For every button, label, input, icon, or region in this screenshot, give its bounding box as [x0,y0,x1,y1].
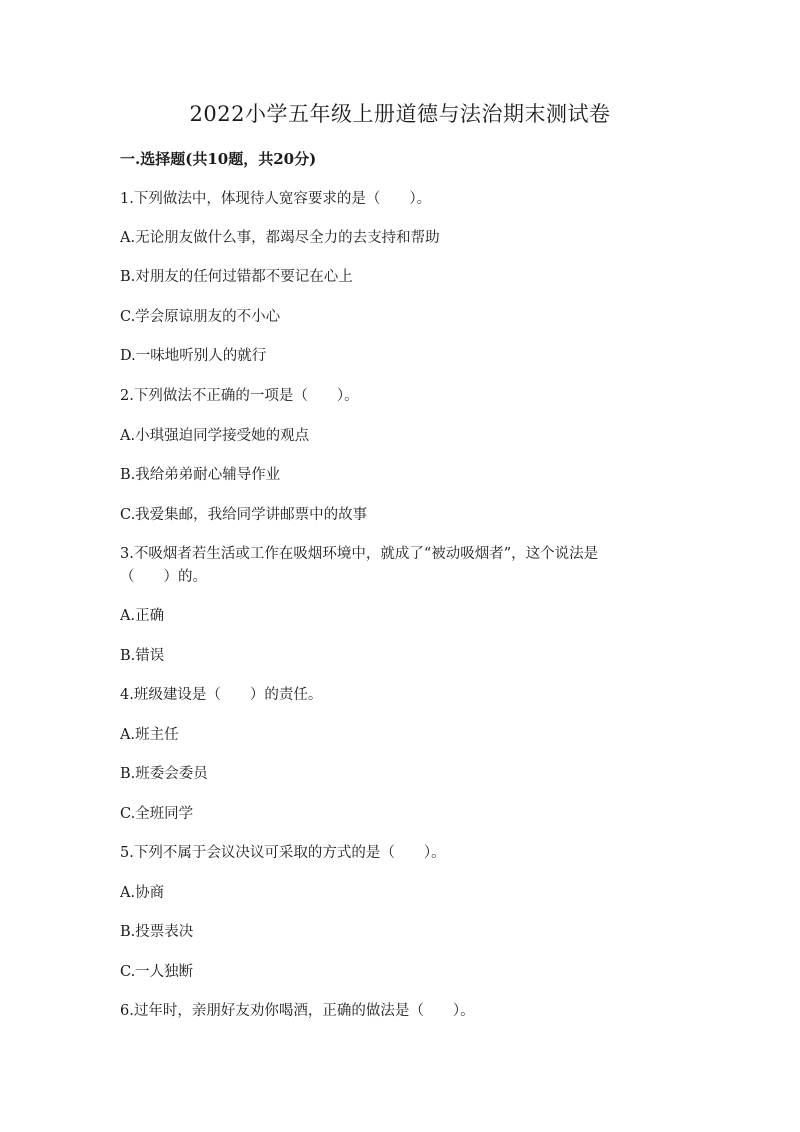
question-4-stem: 4.班级建设是（ ）的责任。 [120,687,323,703]
question-3-stem-line-1: 3.不吸烟者若生活或工作在吸烟环境中，就成了“被动吸烟者”，这个说法是 [120,546,599,562]
page-title: 2022小学五年级上册道德与法治期末测试卷 [189,102,611,126]
question-6-stem: 6.过年时，亲朋好友劝你喝酒，正确的做法是（ ）。 [120,1003,475,1019]
question-2-stem: 2.下列做法不正确的一项是（ ）。 [120,388,359,404]
question-4-option-b: B.班委会委员 [120,766,208,782]
question-1-option-d: D.一味地听别人的就行 [120,348,267,364]
question-5-option-a: A.协商 [120,885,165,901]
question-5-stem: 5.下列不属于会议决议可采取的方式的是（ ）。 [120,845,446,861]
question-1-option-b: B.对朋友的任何过错都不要记在心上 [120,269,353,285]
question-3-option-b: B.错误 [120,648,165,664]
question-4-option-a: A.班主任 [120,727,179,743]
question-4-option-c: C.全班同学 [120,806,194,822]
question-5-option-c: C.一人独断 [120,964,194,980]
question-1-option-a: A.无论朋友做什么事，都竭尽全力的去支持和帮助 [120,230,440,246]
question-3-option-a: A.正确 [120,608,165,624]
question-5-option-b: B.投票表决 [120,924,194,940]
question-2-option-b: B.我给弟弟耐心辅导作业 [120,467,281,483]
question-2-option-a: A.小琪强迫同学接受她的观点 [120,428,310,444]
question-1-option-c: C.学会原谅朋友的不小心 [120,309,281,325]
section-heading: 一.选择题(共10题，共20分) [120,150,317,168]
question-3-stem-line-2: （ ）的。 [120,569,207,585]
question-2-option-c: C.我爱集邮，我给同学讲邮票中的故事 [120,507,368,523]
question-1-stem: 1.下列做法中，体现待人宽容要求的是（ ）。 [120,191,432,207]
